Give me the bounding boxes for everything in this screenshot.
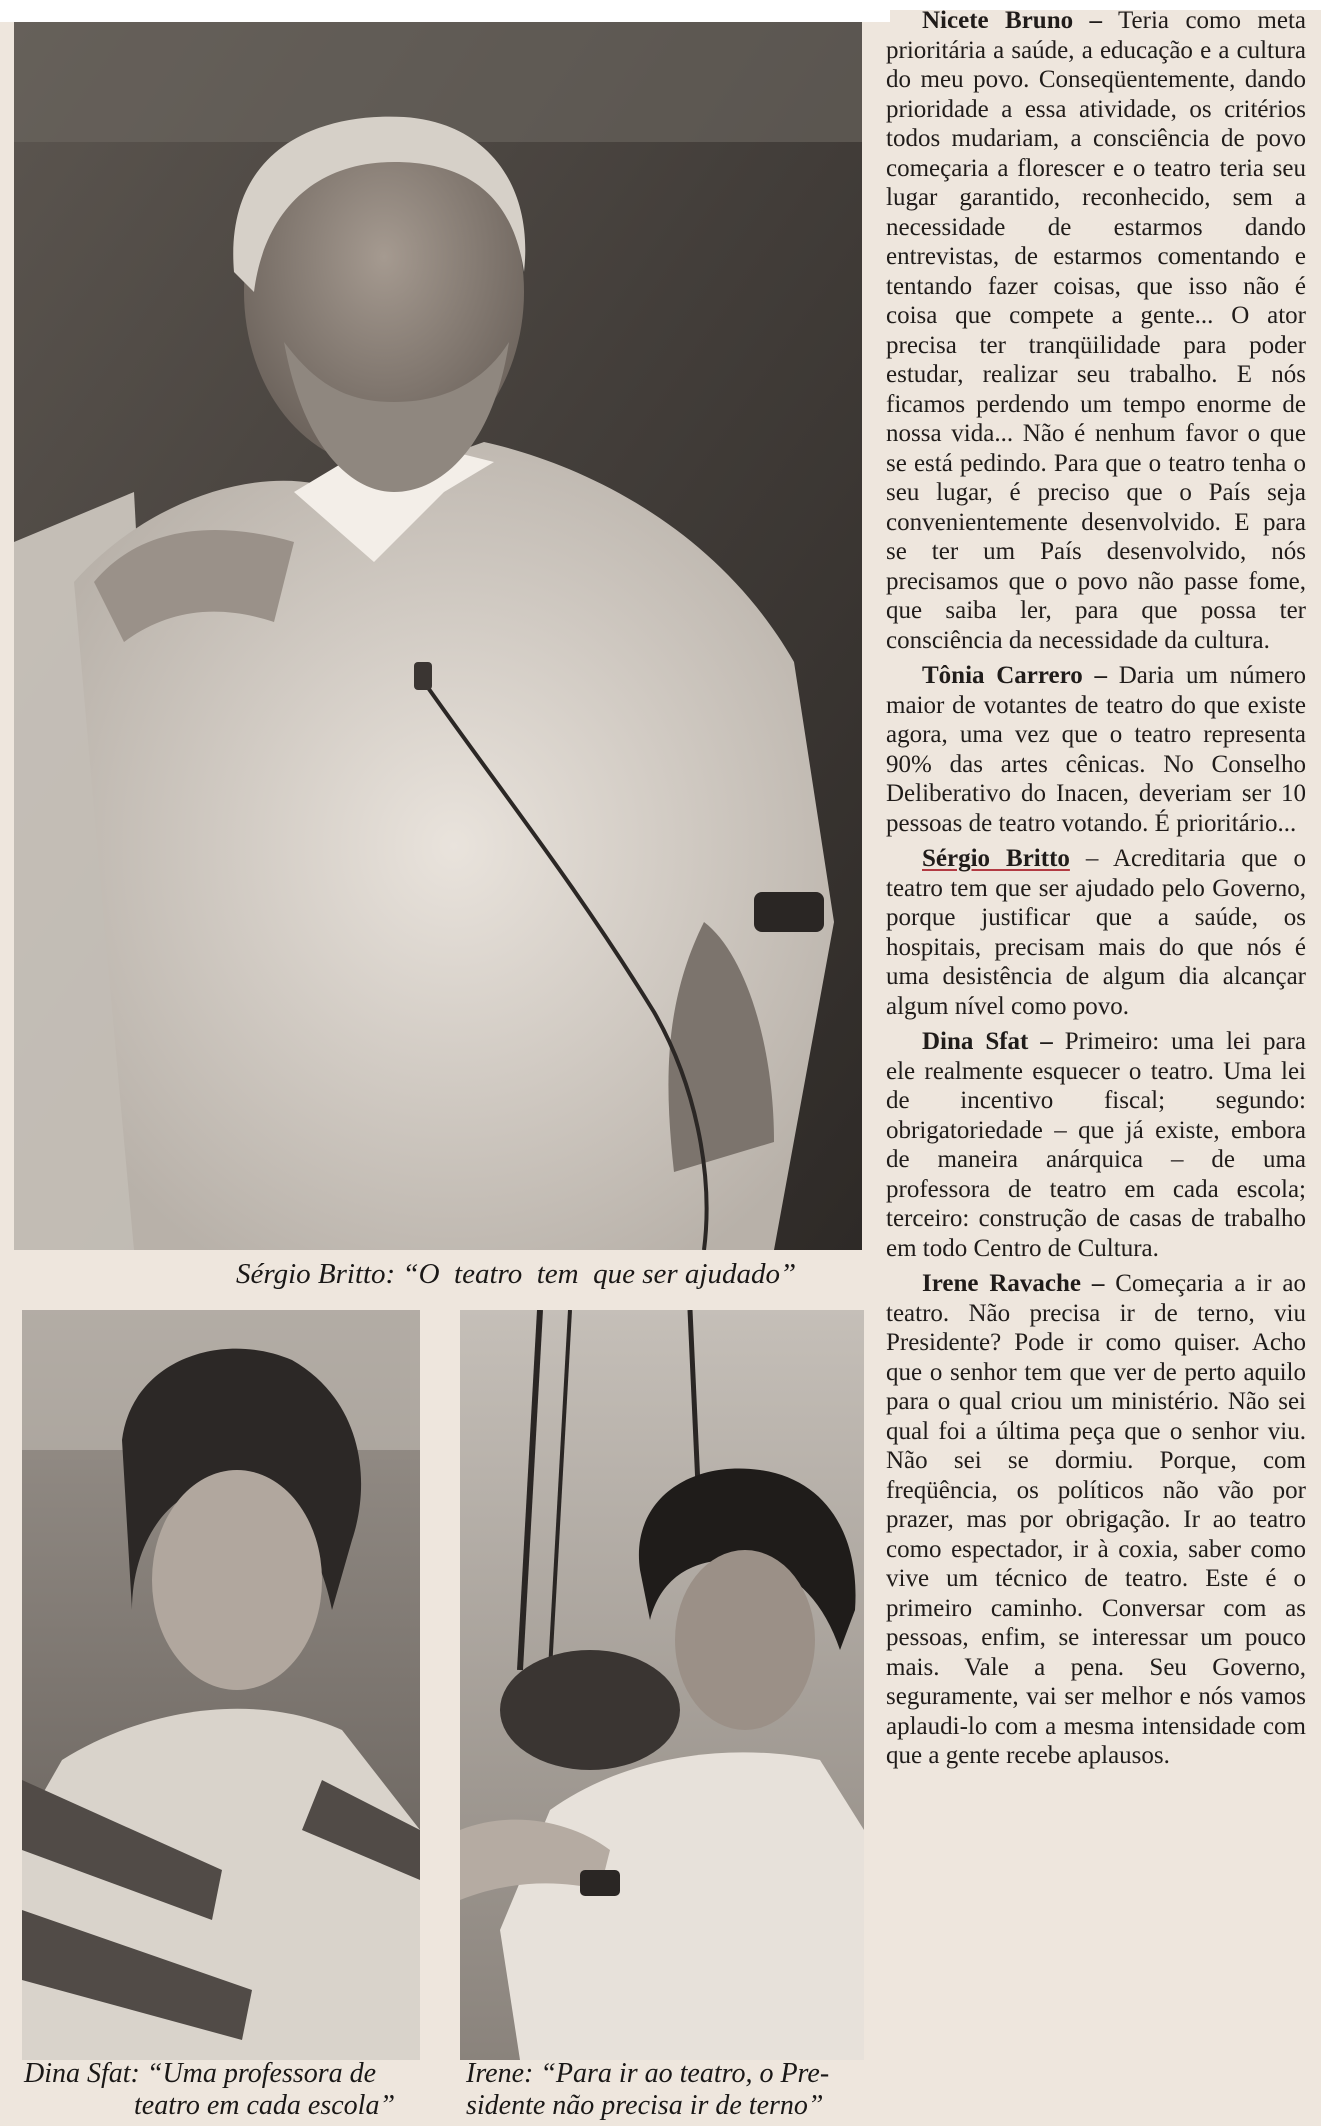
caption-dina-line1: Dina Sfat: “Uma professora de	[24, 2058, 377, 2089]
top-margin	[0, 0, 890, 22]
speaker-name: Dina Sfat –	[922, 1028, 1053, 1055]
photo-dina-sfat	[22, 1310, 420, 2060]
paragraph-irene-ravache	[886, 1269, 1306, 1771]
caption-sergio-britto: Sérgio Britto: “O teatro tem que ser ajudado”	[236, 1258, 797, 1290]
paragraph-dina-sfat	[886, 1027, 1306, 1263]
caption-irene-line1: Irene: “Para ir ao teatro, o Pre-	[466, 2058, 830, 2089]
paragraph-text: Começaria a ir ao teatro. Não precisa ir de terno, viu Presidente? Pode ir como quiser. Acho que o senhor tem que ver de perto aquilo para o qual criou um ministério. Não sei qual foi a última peça que o senhor viu. Não sei se dormiu. Porque, com freqüência, os políticos não vão por prazer, mas por obrigação. Ir ao teatro como espectador, ir à coxia, saber como vive um técnico de teatro. Este é o primeiro caminho. Conversar com as pessoas, enfim, se interessar um pouco mais. Vale a pena. Seu Governo, seguramente, vai ser melhor e nós vamos aplaudi-lo com a mesma intensidade com que a gente recebe aplausos.	[886, 1270, 1307, 1769]
photo-irene-ravache	[460, 1310, 864, 2060]
caption-irene	[466, 2058, 886, 2122]
speaker-name: Tônia Carrero –	[922, 662, 1107, 689]
article-column	[886, 0, 1306, 2126]
paragraph-text: – Acreditaria que o teatro tem que ser ajudado pelo Governo, porque justificar que a saúde, os hospitais, precisam mais do que nós é uma desistência de algum dia alcançar algum nível como povo.	[886, 845, 1306, 1020]
caption-dina-line2: teatro em cada escola”	[134, 2090, 396, 2121]
caption-irene-line2: sidente não precisa ir de terno”	[466, 2090, 824, 2121]
paragraph-text: Daria um número maior de votantes de teatro do que existe agora, uma vez que o teatro representa 90% das artes cênicas. No Conselho Deliberativo do Inacen, deveriam ser 10 pessoas de teatro votando. É prioritário...	[886, 662, 1306, 837]
caption-dina-sfat	[24, 2058, 444, 2122]
photo-sergio-britto	[14, 22, 862, 1250]
paragraph-text: Teria como meta prioritária a saúde, a educação e a cultura do meu povo. Conseqüentemente, dando prioridade a essa atividade, os critérios todos mudariam, a consciência de povo começaria a florescer e o teatro teria seu lugar garantido, reconhecido, sem a necessidade de estarmos dando entrevistas, de estarmos comentando e tentando fazer coisas, que isso não é coisa que compete a gente... O ator precisa ter tranqüilidade para poder estudar, realizar seu trabalho. E nós ficamos perdendo um tempo enorme de nossa vida... Não é nenhum favor o que se está pedindo. Para que o teatro tenha o seu lugar, é preciso que o País seja convenientemente desenvolvido. E para se ter um País desenvolvido, nós precisamos que o povo não passe fome, que saiba ler, para que possa ter consciência da necessidade da cultura.	[886, 7, 1306, 654]
speaker-name: Sérgio Britto	[922, 845, 1070, 872]
paragraph-text: Primeiro: uma lei para ele realmente esquecer o teatro. Uma lei de incentivo fiscal; segundo: obrigatoriedade – que já existe, embora de maneira anárquica – de uma professora de teatro em cada escola; terceiro: construção de casas de trabalho em todo Centro de Cultura.	[886, 1028, 1307, 1262]
speaker-name: Irene Ravache –	[922, 1270, 1105, 1297]
paragraph-sergio-britto	[886, 844, 1306, 1021]
paragraph-nicete-bruno	[886, 6, 1306, 655]
speaker-name: Nicete Bruno –	[922, 7, 1103, 34]
paragraph-tonia-carrero	[886, 661, 1306, 838]
